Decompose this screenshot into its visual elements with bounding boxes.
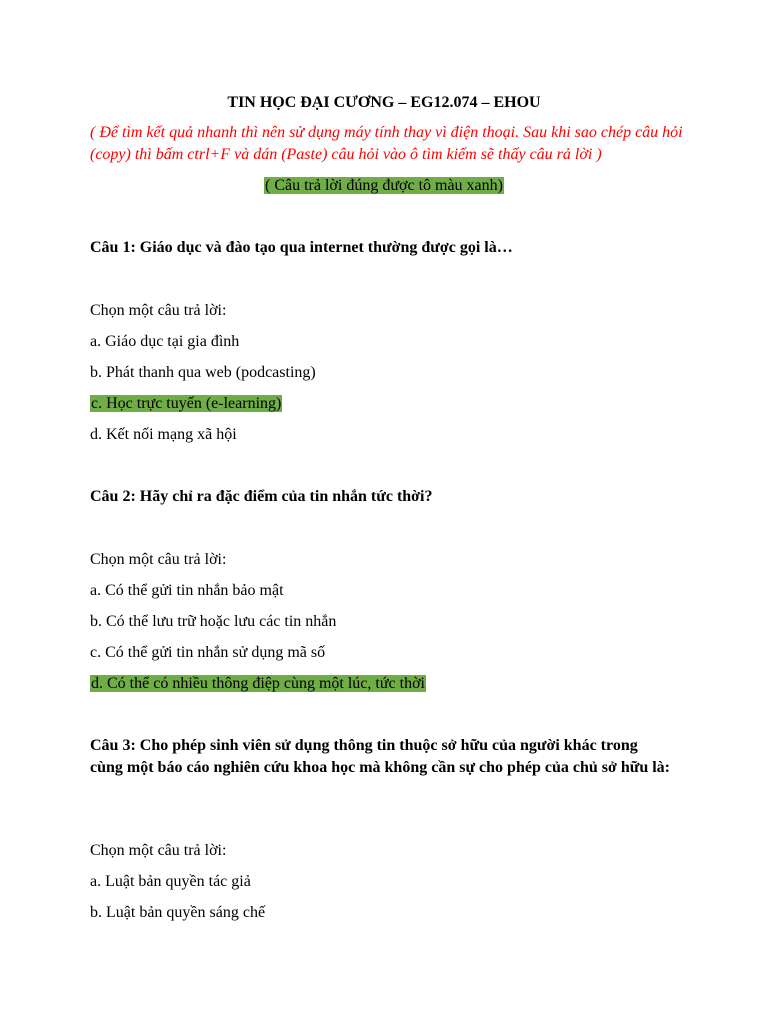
question-1-option-d xyxy=(90,424,237,446)
document-title: TIN HỌC ĐẠI CƯƠNG – EG12.074 – EHOU xyxy=(227,94,541,111)
question-2-option-d-correct xyxy=(90,673,426,695)
option-text: a. Giáo dục tại gia đình xyxy=(90,333,240,350)
option-text: b. Có thể lưu trữ hoặc lưu các tin nhắn xyxy=(90,613,337,630)
option-text: c. Có thể gửi tin nhắn sử dụng mã số xyxy=(90,644,326,661)
question-1-option-a xyxy=(90,331,239,353)
question-1-option-c-correct xyxy=(90,393,282,415)
question-2-option-b xyxy=(90,611,336,633)
question-3-option-a xyxy=(90,871,251,893)
question-2: Câu 2: Hãy chỉ ra đặc điểm của tin nhắn tức thời? xyxy=(90,488,433,505)
question-3-prompt: Chọn một câu trả lời: xyxy=(90,842,227,859)
option-text: d. Có thể có nhiều thông điệp cùng một lúc, tức thời xyxy=(91,675,425,692)
question-3-option-b xyxy=(90,902,265,924)
option-text: b. Luật bản quyền sáng chế xyxy=(90,904,266,921)
question-1: Câu 1: Giáo dục và đào tạo qua internet thường được gọi là… xyxy=(90,239,513,256)
option-text: d. Kết nối mạng xã hội xyxy=(90,426,237,443)
question-3: Câu 3: Cho phép sinh viên sử dụng thông tin thuộc sở hữu của người khác trong cùng một báo cáo nghiên cứu khoa học mà không cần sự cho phép của chủ sở hữu là: xyxy=(90,737,670,776)
question-1-prompt: Chọn một câu trả lời: xyxy=(90,302,227,319)
option-text: b. Phát thanh qua web (podcasting) xyxy=(90,364,316,381)
answer-legend-text: ( Câu trả lời đúng được tô màu xanh) xyxy=(265,177,503,194)
option-text: a. Luật bản quyền tác giả xyxy=(90,873,251,890)
question-1-option-b xyxy=(90,362,316,384)
option-text: c. Học trực tuyến (e-learning) xyxy=(91,395,282,412)
question-2-option-c xyxy=(90,642,325,664)
question-2-prompt: Chọn một câu trả lời: xyxy=(90,551,227,568)
question-2-option-a xyxy=(90,580,284,602)
answer-legend xyxy=(0,175,768,197)
option-text: a. Có thể gửi tin nhắn bảo mật xyxy=(90,582,284,599)
search-instruction-note: ( Để tìm kết quả nhanh thì nên sử dụng máy tính thay vì điện thoại. Sau khi sao chép câu hỏi (copy) thì bấm ctrl+F và dán (Paste) câu hỏi vào ô tìm kiếm sẽ thấy câu rả lời ) xyxy=(90,124,683,163)
